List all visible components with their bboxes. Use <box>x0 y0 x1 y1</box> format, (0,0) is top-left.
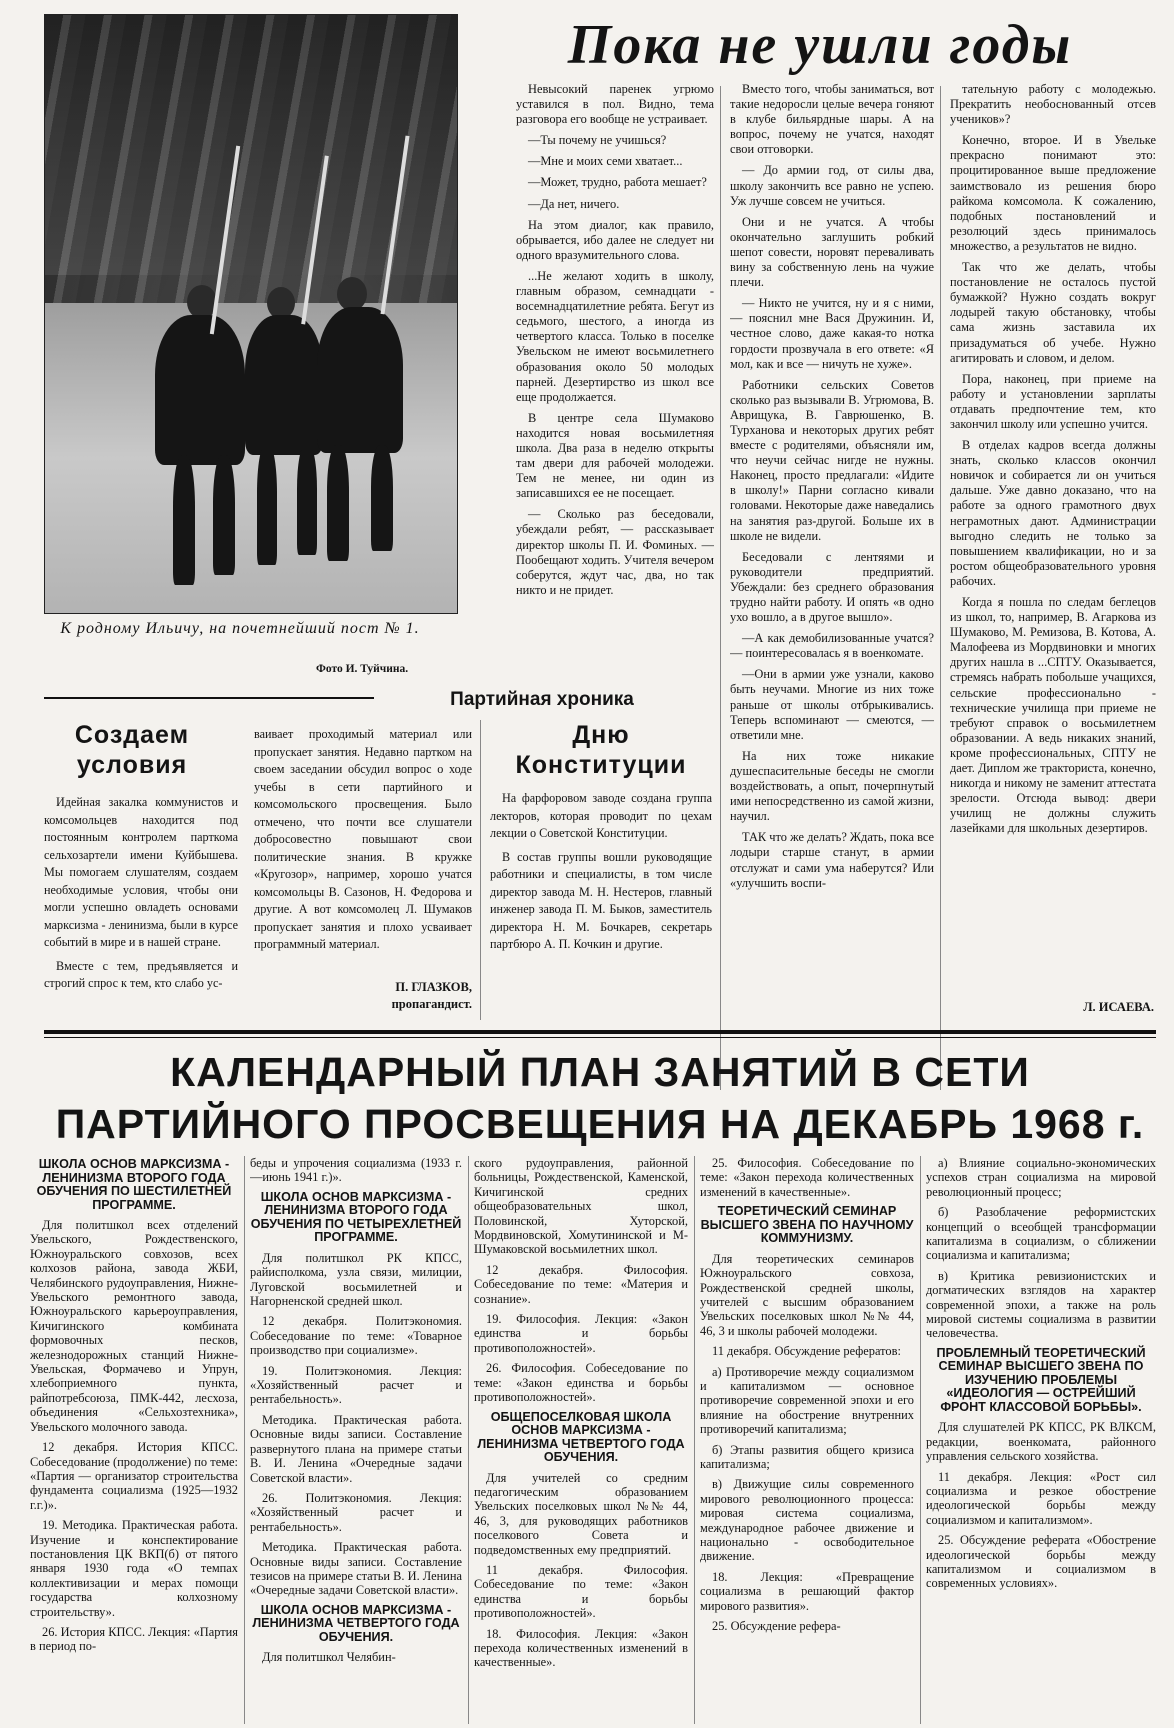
chronicle-a1-signature: П. ГЛАЗКОВ, <box>395 980 472 994</box>
chronicle-a1-role: пропагандист. <box>391 997 472 1011</box>
parade-photo <box>44 14 458 614</box>
main-article-col-2: Вместо того, чтобы заниматься, вот такие недоросли целые вечера гоняют в клубе бильярдные шары. А на вопрос, почему не учатся, находят свои отговорки. — До армии год, от силы два, школу закончить все равно не успею. Уж лучше совсем не учиться. Они и не учатся. А чтобы окончательно заглушить робкий шепот совести, норовят переваливать вину за собственную лень на чужие плечи. — Никто не учится, ну и я с ними, — пояснил мне Вася Дружинин. И, честное слово, даже какая-то нотка гордости прозвучала в его ответе: «Я мол, как и все — ничуть не хуже». Работники сельских Советов сколько раз вызывали В. Угрюмова, В. Аврищука, В. Гаврюшенко, В. Турханова и некоторых других ребят вместе с родителями, объясняли им, что неучи сейчас нигде не нужны. Наконец, просто предлагали: «Идите в школу!» Парни согласно кивали головами. Некоторые даже наведались на занятия раз-другой. Больше их в школе не видели. Беседовали с лентяями и руководители предприятий. Убеждали: без среднего образования трудно найти работу. И опять «в одно ухо вошло, а в другое вышло». —А как демобилизованные учатся? — поинтересовалась я в военкомате. —Они в армии уже узнали, каково быть неучами. Многие из них тоже раньше от школы отбрыкивались. Теперь вспоминают — смеются, — ответили мне. На них тоже никакие душеспасительные беседы не смогли воздействовать, а опыт, почерпнутый ими непосредственно из самой жизни, научил. ТАК что же делать? Ждать, пока все лодыри старше станут, в армии отслужат и сами ума наберутся? Или «улучшить воспи- <box>730 82 934 890</box>
photo-credit: Фото И. Туйчина. <box>316 663 409 675</box>
chronicle-a2-body: На фарфоровом заводе создана группа лекторов, которая проводит по цехам лекции о Советской Конституции. В состав группы вошли руководящие работники и специалисты, в том числе директор завода М. Н. Нестеров, главный инженер завода П. М. Быков, заместитель директора Н. М. Бочкарев, секретарь партбюро А. П. Кочкин и другие. <box>490 791 712 951</box>
chronicle-a1-col-1: Идейная закалка коммунистов и комсомольцев находится под постоянным контролем парткома сельхозартели имени Куйбышева. Мы помогаем слушателям, создаем необходимые условия, чтобы они могли успешно овладеть основами марксизма - ленинизма, были в курсе событий в мире и в нашей стране. Вместе с тем, предъявляется и строгий спрос к тем, кто слабо ус- <box>44 795 238 990</box>
chronicle-a1-col-2: ваивает проходимый материал или пропускает занятия. Недавно партком на своем заседании обсудил вопрос о ходе учебы в сети партийного и комсомольского просвещения. Было отмечено, что почти все слушатели добросовестно повышают свои политические знания. В кружке «Кругозор», например, хорошо учатся комсомольцы В. Сазонов, Н. Федорова и другие. А вот комсомолец Л. Шумаков пропускает занятия и плохо усваивает программный материал. <box>254 727 472 951</box>
calendar-col-4: 25. Философия. Собеседование по теме: «Закон перехода количественных изменений в качественные». ТЕОРЕТИЧЕСКИЙ СЕМИНАР ВЫСШЕГО ЗВЕНА ПО НАУЧНОМУ КОММУНИЗМУ. Для теоретических семинаров Южноуральского совхоза, Рождественской средней школы, учителей с высшим образованием Увельских поселковых школ №№ 44, 46, 3 и школы рабочей молодежи. 11 декабря. Обсуждение рефератов: а) Противоречие между социализмом и капитализмом — основное противоречие современной эпохи и его влияние на обострение внутренних противоречий капитализма; б) Этапы развития общего кризиса капитализма; в) Движущие силы современного мирового революционного процесса: мировая система социализма, международное рабочее движение и национально - освободительное движение. 18. Лекция: «Превращение социализма в решающий фактор мирового развития». 25. Обсуждение рефера- <box>700 1156 914 1634</box>
photo-caption: К родному Ильичу, на почетнейший пост № 1. <box>60 620 420 637</box>
main-article-title: Пока не ушли годы <box>567 14 1073 76</box>
calendar-title-line-1: КАЛЕНДАРНЫЙ ПЛАН ЗАНЯТИЙ В СЕТИ <box>170 1049 1030 1095</box>
chronicle-rubric: Партийная хроника <box>450 689 634 710</box>
chronicle-a2-title: Дню Конституции <box>515 721 687 779</box>
calendar-col-1: ШКОЛА ОСНОВ МАРКСИЗМА - ЛЕНИНИЗМА ВТОРОГО ГОДА ОБУЧЕНИЯ ПО ШЕСТИЛЕТНЕЙ ПРОГРАММЕ. Для политшкол всех отделений Увельского, Рождественского, Южноуральского совхозов, всех колхозов района, завода ЖБИ, Челябинского рудоуправления, Нижне-Увельского ремонтного завода, Южноуральского карьероуправления, Кичигинского комбината формовочных песков, железнодорожных станций Нижне-Увельская, Формачево и Упрун, хлебоприемного пункта, райпотребсоюза, ПМК-442, лесхоза, объединения «Сельхозтехника», Увельского молочного завода. 12 декабря. История КПСС. Собеседование (продолжение) по теме: «Партия — организатор строительства фундамента социализма (1925—1932 г.г.)». 19. Методика. Практическая работа. Изучение и конспектирование постановления ЦК ВКП(б) от пятого января 1930 года «О темпах коллективизации и мерах помощи государства колхозному строительству». 26. История КПСС. Лекция: «Партия в период по- <box>30 1157 238 1654</box>
main-article-signature: Л. ИСАЕВА. <box>1083 1000 1154 1014</box>
calendar-title-line-2: ПАРТИЙНОГО ПРОСВЕЩЕНИЯ НА ДЕКАБРЬ 1968 г. <box>55 1101 1145 1147</box>
main-article-col-1: Невысокий паренек угрюмо уставился в пол. Видно, тема разговора его вообще не устраивает. —Ты почему не учишься? —Мне и моих семи хватает... —Может, трудно, работа мешает? —Да нет, ничего. На этом диалог, как правило, обрывается, ибо далее не следует ни одного вразумительного слова. ...Не желают ходить в школу, главным образом, семнадцати - восемнадцатилетние ребята. Бегут из седьмого, шестого, а иногда из четвертого класса. Только в поселке Увельском не имеют восьмилетнего образования около 50 молодых парней. Дезертирство из школ все еще продолжается. В центре села Шумаково находится новая восьмилетняя школа. Два раза в неделю открыты там двери для рабочей молодежи. Тем не менее, ни один из записавшихся ее не посещает. — Сколько раз беседовали, убеждали ребят, — рассказывает директор школы П. И. Фоминых. —Пообещают ходить. Учителя вечером соберутся, ждут час, два, но так никто и не придет. <box>516 82 714 597</box>
calendar-col-2: беды и упрочения социализма (1933 г.—июнь 1941 г.)». ШКОЛА ОСНОВ МАРКСИЗМА - ЛЕНИНИЗМА ВТОРОГО ГОДА ОБУЧЕНИЯ ПО ЧЕТЫРЕХЛЕТНЕЙ ПРОГРАММЕ. Для политшкол РК КПСС, райисполкома, узла связи, милиции, Луговской восьмилетней и Нагорненской средней школ. 12 декабря. Политэкономия. Собеседование по теме: «Товарное производство при социализме». 19. Политэкономия. Лекция: «Хозяйственный расчет и рентабельность». Методика. Практическая работа. Основные виды записи. Составление развернутого плана на примере статьи В. И. Ленина «Очередные задачи Советской власти». 26. Политэкономия. Лекция: «Хозяйственный расчет и рентабельность». Методика. Практическая работа. Основные виды записи. Составление тезисов на примере статьи В. И. Ленина «Очередные задачи Советской власти». ШКОЛА ОСНОВ МАРКСИЗМА - ЛЕНИНИЗМА ЧЕТВЕРТОГО ГОДА ОБУЧЕНИЯ. Для политшкол Челябин- <box>250 1156 462 1665</box>
chronicle-a1-title: Создаем условия <box>74 721 190 779</box>
calendar-col-3: ского рудоуправления, районной больницы, Рождественской, Каменской, Кичигинской средних общеобразовательных школ, Половинской, Хуторской, Мордвиновской, Хомутининской и М-Шумаковской восьмилетних школ. 12 декабря. Философия. Собеседование по теме: «Материя и сознание». 19. Философия. Лекция: «Закон единства и борьбы противоположностей». 26. Философия. Собеседование по теме: «Закон единства и борьбы противоположностей». ОБЩЕПОСЕЛКОВАЯ ШКОЛА ОСНОВ МАРКСИЗМА - ЛЕНИНИЗМА ЧЕТВЕРТОГО ГОДА ОБУЧЕНИЯ. Для учителей со средним педагогическим образованием Увельских поселковых школ №№ 44, 46, 3, для руководящих работников поселкового Совета и подведомственных ему предприятий. 11 декабря. Философия. Собеседование по теме: «Закон единства и борьбы противоположностей». 18. Философия. Лекция: «Закон перехода количественных изменений в качественные». <box>474 1156 688 1670</box>
calendar-col-5: а) Влияние социально-экономических успехов стран социализма на мировой революционный процесс; б) Разоблачение реформистских концепций о всеобщей трансформации капитализма в социализм, о сближении социализма и капитализма; в) Критика ревизионистских и догматических взглядов на характер современной эпохи, а также на роль мировой системы социализма в развитии человечества. ПРОБЛЕМНЫЙ ТЕОРЕТИЧЕСКИЙ СЕМИНАР ВЫСШЕГО ЗВЕНА ПО ИЗУЧЕНИЮ ПРОБЛЕМЫ «ИДЕОЛОГИЯ — ОСТРЕЙШИЙ ФРОНТ КЛАССОВОЙ БОРЬБЫ». Для слушателей РК КПСС, РК ВЛКСМ, редакции, военкомата, районного управления сельского хозяйства. 11 декабря. Лекция: «Рост сил социализма и резкое обострение идеологической борьбы между социализмом и капитализмом». 25. Обсуждение реферата «Обострение идеологической борьбы между капитализмом и социализмом в современных условиях». <box>926 1156 1156 1591</box>
main-article-col-3: тательную работу с молодежью. Прекратить необоснованный отсев учеников»? Конечно, второе. И в Увельке прекрасно понимают это: процитированное выше предложение заимствовало из решения бюро райкома комсомола. К сожалению, подобных постановлений и резолюций здесь принималось множество, а результатов не видно. Так что же делать, чтобы постановление не осталось пустой бумажкой? Нужно создать вокруг лодырей такую обстановку, чтобы сама жизнь заставила их призадуматься об учебе. Нужно агитировать и словом, и делом. Пора, наконец, при приеме на работу и установлении зарплаты отдавать предпочтение тем, кто закончил школу или успешно учится. В отделах кадров всегда должны знать, сколько классов окончил новичок и собирается ли он учиться дальше. Уже давно доказано, что на работе за одного грамотного двух неграмотных дают. Администрации выгодно следить не только за повышением квалификации, но и за ростом общеобразовательного уровня рабочих. Когда я пошла по следам беглецов из школ, то, например, В. Агаркова из Шумаково, М. Ремизова, В. Котова, А. Малофеева из Мордвиновки и многих других нашла в ...СПТУ. Оказывается, стремясь набрать побольше учащихся, сельские профессионально - технические училища при приеме не требуют справок о восьмилетнем образовании. А ведь никаких знаний, кроме профессиональных, СПТУ не дает. Диплом же тракториста, конечно, никогда и никому не заменит аттестата зрелости. Отсюда вывод: двери училищ не должны служить лазейками для школьных дезертиров. <box>950 82 1156 836</box>
